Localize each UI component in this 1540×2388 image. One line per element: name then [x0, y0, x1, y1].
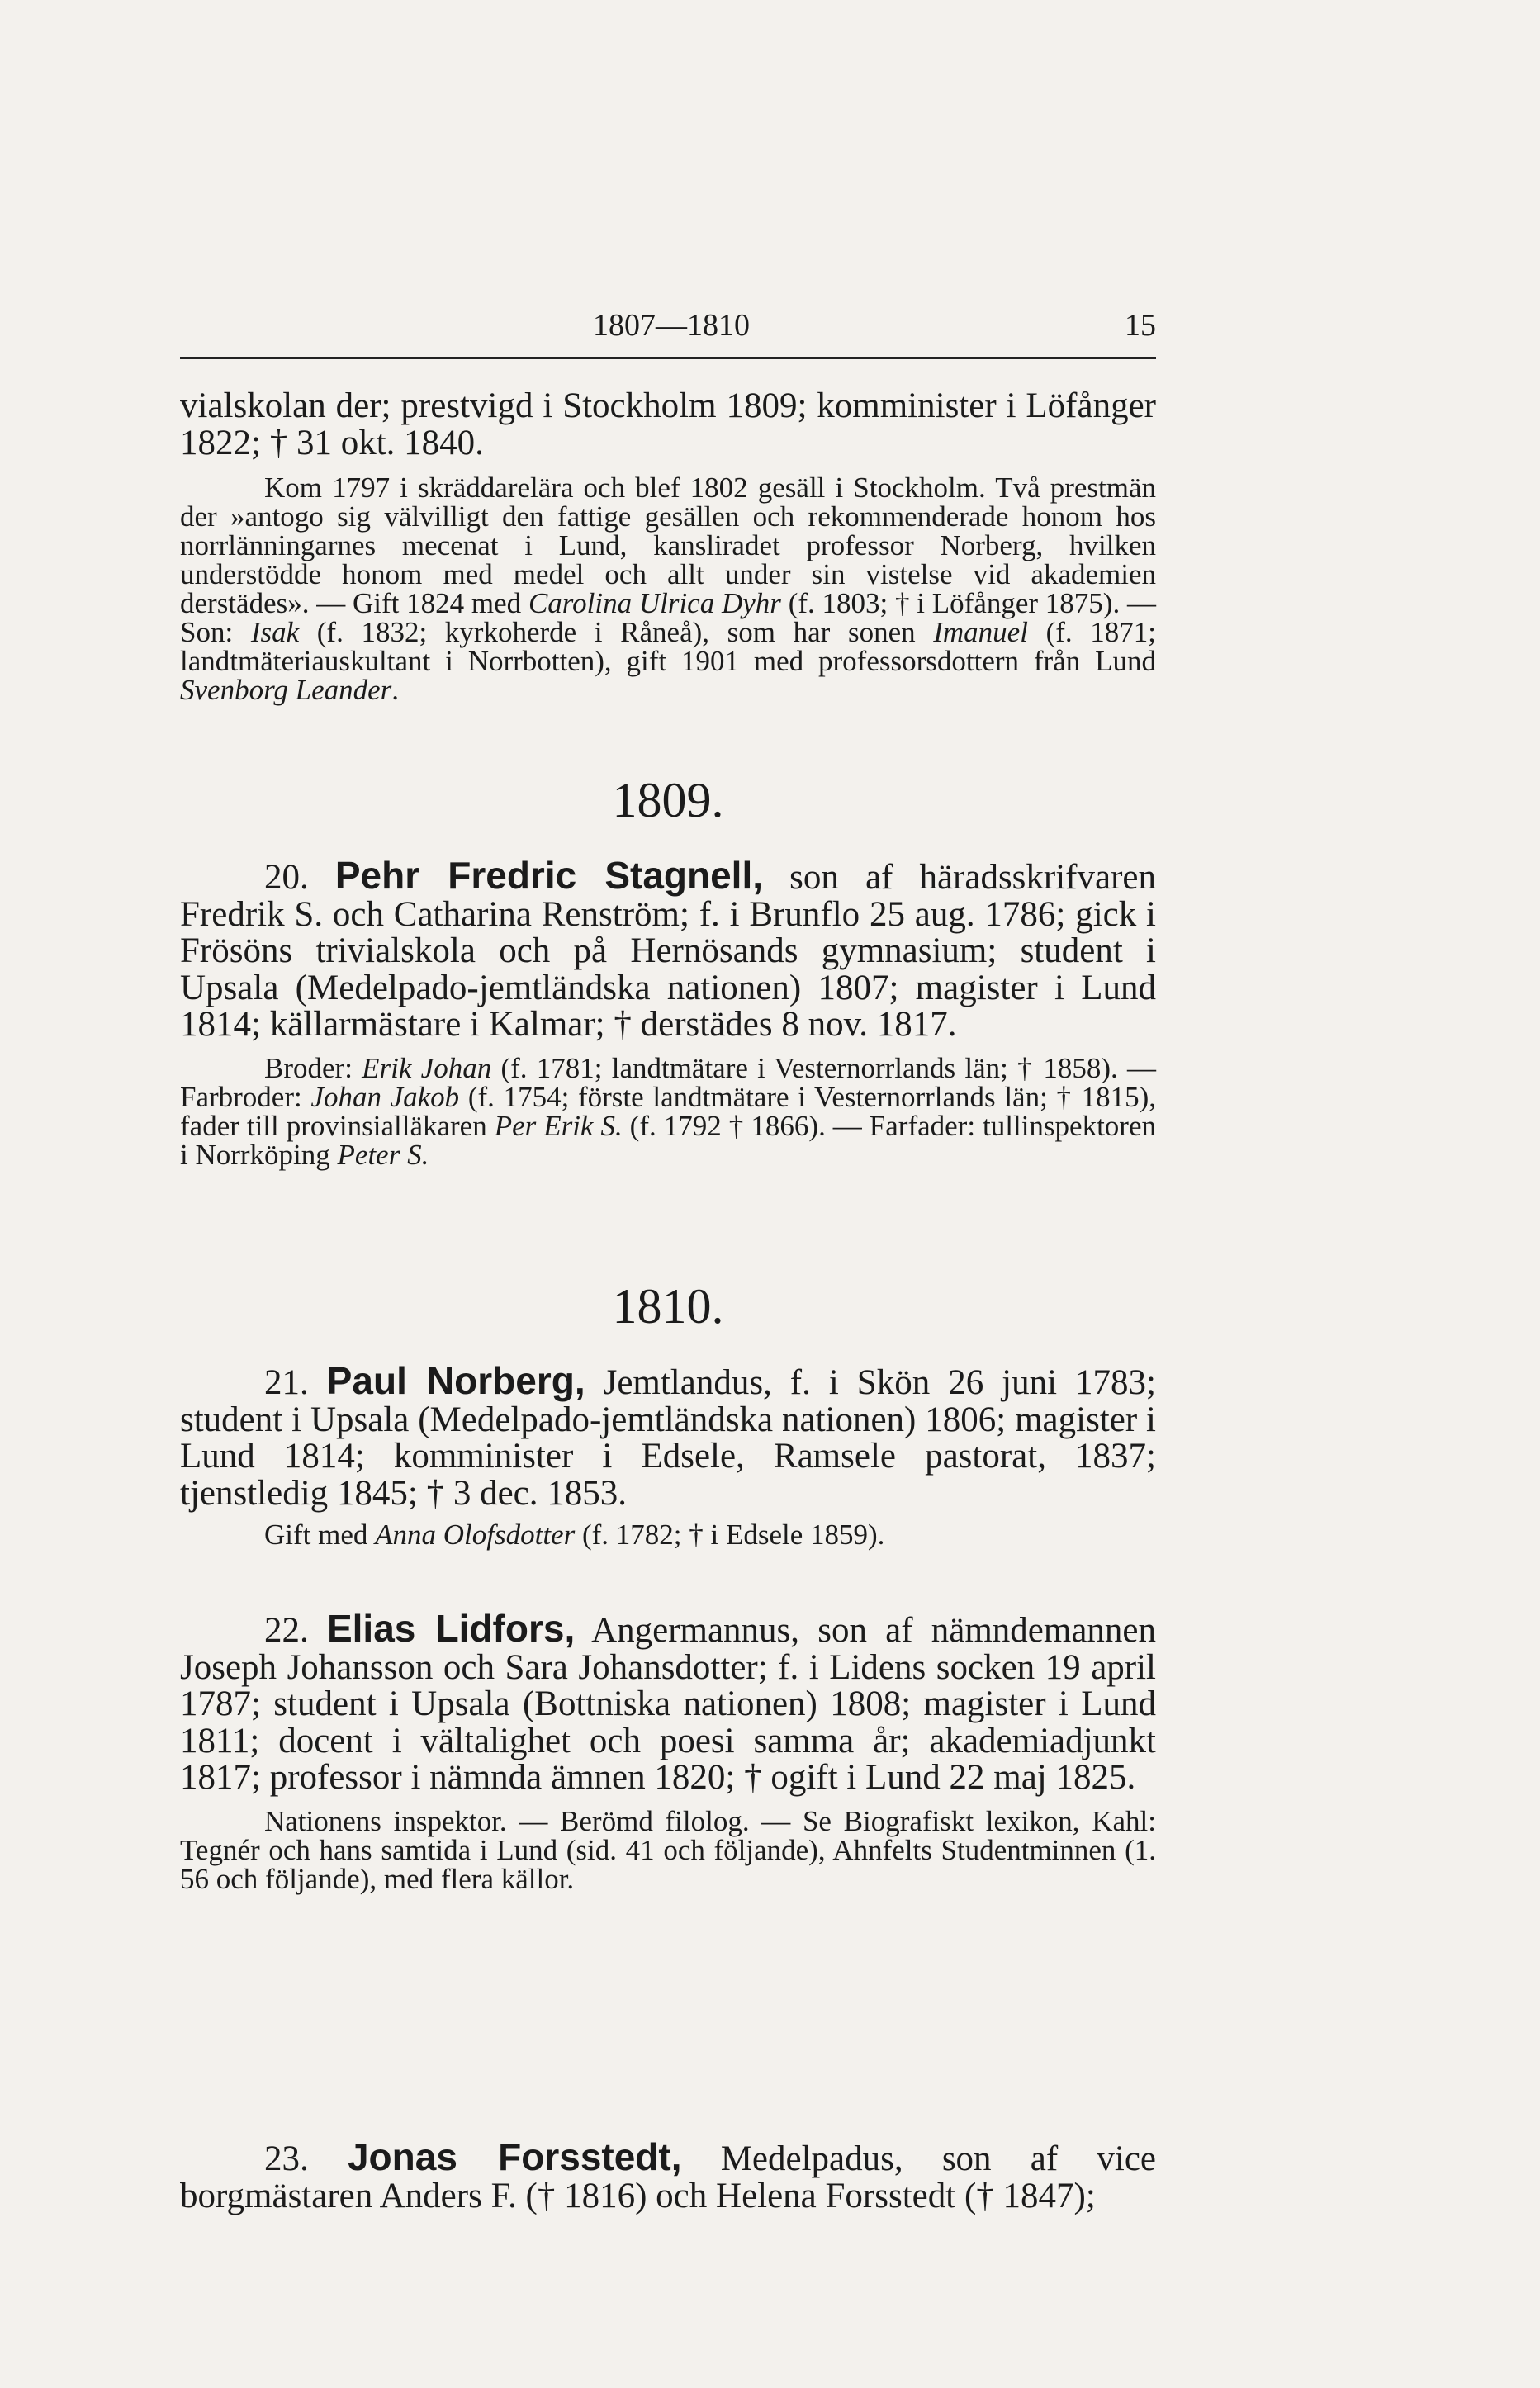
- entry-20-brother: Erik Johan: [362, 1051, 492, 1084]
- entry-20-note: [180, 1051, 1156, 1171]
- year-heading-1809: 1809.: [612, 773, 724, 827]
- intro-grandson-name: Imanuel: [933, 616, 1028, 648]
- intro-note: [180, 473, 1156, 704]
- intro-main-text: vialskolan der; prestvigd i Stockholm 1809; komminister i Löfånger 1822; † 31 okt. 1840.: [180, 386, 1156, 462]
- entry-20-main: [180, 854, 1156, 1044]
- header-rule: [180, 357, 1156, 359]
- intro-son-name: Isak: [250, 616, 300, 648]
- entry-23-number: 23.: [264, 2139, 309, 2178]
- entry-20: [180, 854, 1156, 1171]
- entry-20-grandfather: Peter S.: [337, 1138, 429, 1171]
- intro-note-text-5: .: [391, 674, 400, 706]
- intro-note-text-3: (f. 1832; kyrkoherde i Råneå), som har sonen: [299, 616, 934, 648]
- entry-22-main: [180, 1607, 1156, 1797]
- entry-22-number: 22.: [264, 1611, 309, 1650]
- entry-22: [180, 1607, 1156, 1895]
- entry-23-text: Medelpadus, son af vice borgmästaren Anders F. († 1816) och Helena Forsstedt († 1847);: [180, 2139, 1156, 2215]
- year-heading-1810: 1810.: [612, 1279, 724, 1334]
- entry-20-cousin: Per Erik S.: [494, 1109, 623, 1142]
- entry-21-wife: Anna Olofsdotter: [375, 1519, 576, 1551]
- entry-23-name: Jonas Forsstedt,: [347, 2135, 682, 2178]
- entry-23-main: [180, 2135, 1156, 2215]
- entry-20-note-text-3: (f. 1754; förste landtmätare i Vesternorrlands län; † 1815), fader till provinsialläkaren: [180, 1080, 1156, 1142]
- entry-20-name: Pehr Fredric Stagnell,: [334, 854, 764, 897]
- entry-21-number: 21.: [264, 1363, 309, 1402]
- entry-21-note: [180, 1520, 1156, 1549]
- page-number: 15: [1125, 308, 1156, 343]
- running-head-years: 1807—1810: [593, 308, 750, 343]
- intro-wife-name: Carolina Ulrica Dyhr: [528, 587, 781, 619]
- intro-section: [180, 388, 1156, 704]
- entry-22-name: Elias Lidfors,: [326, 1607, 576, 1650]
- entry-20-note-text-2: (f. 1781; landtmätare i Vesternorrlands län; † 1858). — Farbroder:: [180, 1051, 1156, 1113]
- entry-23: [180, 2135, 1156, 2215]
- intro-spouse-name: Svenborg Leander: [180, 674, 392, 706]
- entry-21-text: Jemtlandus, f. i Skön 26 juni 1783; student i Upsala (Medelpado-jemtländska nationen) 1806; magister i Lund 1814; komminister i Edsele, Ramsele pastorat, 1837; tjenstledig 1845; † 3 dec. 1853.: [180, 1363, 1157, 1513]
- entry-21-name: Paul Norberg,: [326, 1359, 585, 1402]
- intro-note-text-1: Kom 1797 i skräddarelära och blef 1802 gesäll i Stockholm. Två prestmän der »antogo sig välvilligt den fattige gesällen och rekommenderade honom hos norrlänningarnes mecenat i Lund, kansliradet professor Norberg, hvilken understödde honom med medel och allt under sin vistelse vid akademien derstädes». — Gift 1824 med: [180, 471, 1156, 619]
- entry-22-text: Angermannus, son af nämndemannen Joseph Johansson och Sara Johansdotter; f. i Lidens socken 19 april 1787; student i Upsala (Bottniska nationen) 1808; magister i Lund 1811; docent i vältalighet och poesi samma år; akademiadjunkt 1817; professor i nämnda ämnen 1820; † ogift i Lund 22 maj 1825.: [180, 1611, 1156, 1797]
- entry-20-uncle: Johan Jakob: [310, 1080, 460, 1113]
- entry-20-note-text-4: (f. 1792 † 1866). — Farfader: tullinspektoren i Norrköping: [180, 1109, 1156, 1171]
- entry-20-text: son af häradsskrifvaren Fredrik S. och Catharina Renström; f. i Brunflo 25 aug. 1786; gick i Frösöns trivialskola och på Hernösands gymnasium; student i Upsala (Medelpado-jemtländska nationen) 1807; magister i Lund 1814; källarmästare i Kalmar; † derstädes 8 nov. 1817.: [180, 858, 1156, 1044]
- intro-note-text-2: (f. 1803; † i Löfånger 1875). — Son:: [180, 587, 1156, 648]
- entry-22-note: Nationens inspektor. — Berömd filolog. — Se Biografiskt lexikon, Kahl: Tegnér och hans samtida i Lund (sid. 41 och följande), Ahnfelts Studentminnen (1. 56 och följande), med flera källor.: [180, 1804, 1156, 1895]
- entry-21-note-text-2: (f. 1782; † i Edsele 1859).: [575, 1519, 885, 1551]
- entry-20-note-text-1: Broder:: [264, 1051, 362, 1084]
- entry-20-number: 20.: [264, 858, 309, 897]
- running-head: [180, 307, 1156, 348]
- entry-21: [180, 1359, 1157, 1551]
- entry-21-main: [180, 1359, 1157, 1513]
- entry-21-note-text-1: Gift med: [264, 1519, 376, 1551]
- intro-note-text-4: (f. 1871; landtmäteriauskultant i Norrbotten), gift 1901 med professorsdottern från Lund: [180, 616, 1156, 677]
